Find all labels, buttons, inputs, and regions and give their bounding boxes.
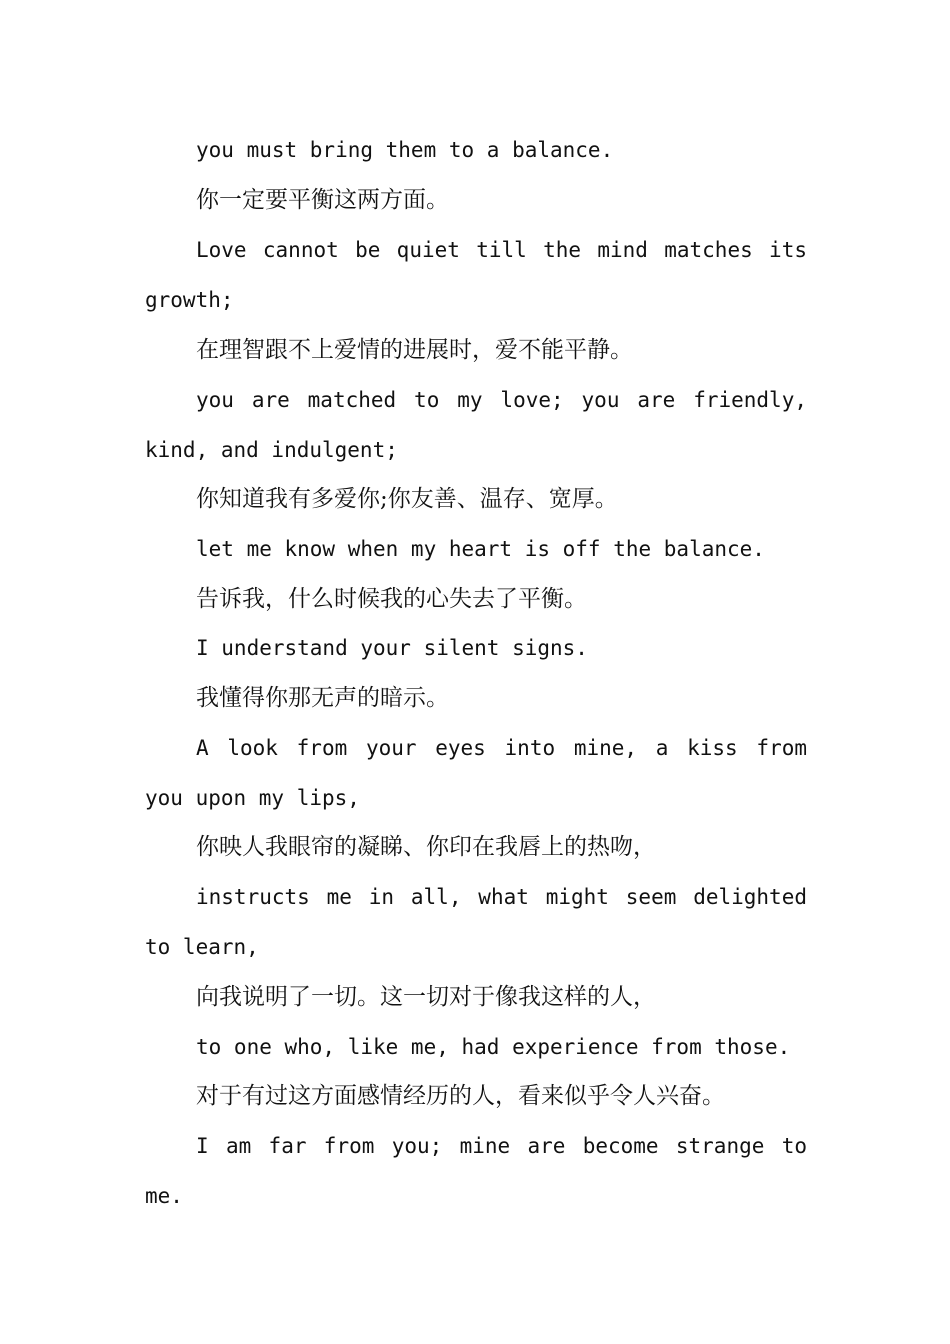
text-line: you upon my lips,: [145, 786, 360, 810]
text-line: 在理智跟不上爱情的进展时，爱不能平静。: [196, 337, 633, 363]
text-line: 我懂得你那无声的暗示。: [196, 685, 449, 711]
text-line: kind, and indulgent;: [145, 438, 398, 462]
text-line: Love cannot be quiet till the mind matches its: [196, 238, 807, 262]
text-line: 你一定要平衡这两方面。: [196, 187, 449, 213]
text-line: 告诉我，什么时候我的心失去了平衡。: [196, 586, 587, 612]
text-line: 你映人我眼帘的凝睇、你印在我唇上的热吻，: [196, 834, 656, 860]
text-line: 对于有过这方面感情经历的人，看来似乎令人兴奋。: [196, 1083, 725, 1109]
text-line: 向我说明了一切。这一切对于像我这样的人，: [196, 984, 656, 1010]
text-line: me.: [145, 1184, 183, 1208]
text-line: growth;: [145, 288, 234, 312]
text-line: to learn,: [145, 935, 259, 959]
text-line: instructs me in all, what might seem delighted: [196, 885, 807, 909]
text-line: you are matched to my love; you are friendly,: [196, 388, 807, 412]
text-line: A look from your eyes into mine, a kiss from: [196, 736, 807, 760]
text-line: 你知道我有多爱你;你友善、温存、宽厚。: [196, 486, 618, 512]
text-line: I am far from you; mine are become strange to: [196, 1134, 807, 1158]
text-line: you must bring them to a balance.: [196, 138, 614, 162]
text-line: I understand your silent signs.: [196, 636, 588, 660]
text-line: let me know when my heart is off the balance.: [196, 537, 765, 561]
text-line: to one who, like me, had experience from those.: [196, 1035, 791, 1059]
